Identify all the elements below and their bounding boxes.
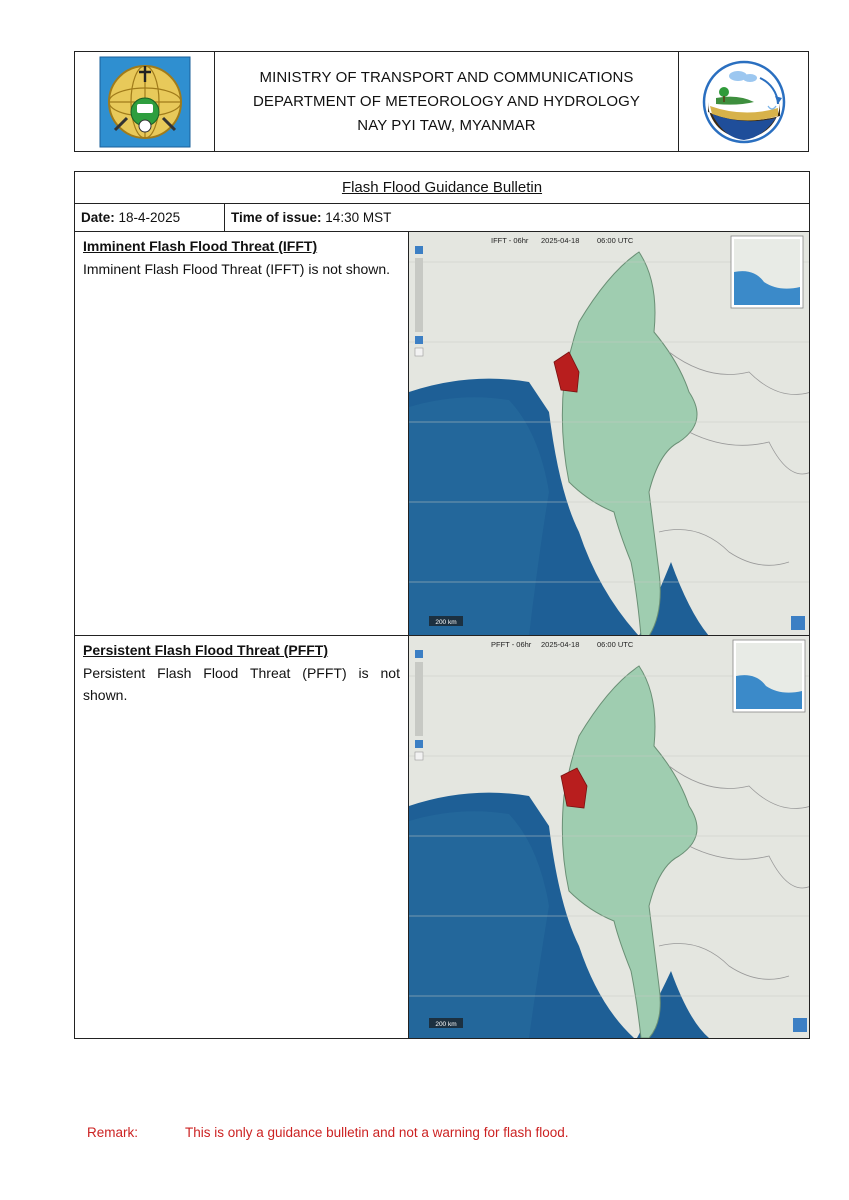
bulletin-title-row (75, 172, 809, 204)
pfft-scale-label: 200 km (435, 1021, 457, 1028)
pfft-map-date: 2025-04-18 (541, 640, 580, 649)
pfft-title: Persistent Flash Flood Threat (PFFT) (83, 642, 329, 658)
ifft-map-product: IFFT - 06hr (491, 236, 529, 245)
ifft-scale-label: 200 km (435, 619, 457, 626)
remark-text: This is only a guidance bulletin and not a warning for flash flood. (185, 1125, 569, 1140)
letterhead-title-block (215, 52, 679, 151)
issue-info-row (75, 204, 809, 232)
ifft-description: Imminent Flash Flood Threat (IFFT) is not shown. (83, 261, 391, 277)
ifft-title: Imminent Flash Flood Threat (IFFT) (83, 238, 318, 254)
bulletin-title: Flash Flood Guidance Bulletin (341, 179, 543, 196)
ifft-map-date: 2025-04-18 (541, 236, 580, 245)
ifft-map-time: 06:00 UTC (597, 236, 634, 245)
time-label: Time of issue: (231, 210, 322, 225)
ministry-logo-cell (75, 52, 215, 151)
ifft-section (75, 232, 809, 636)
location: NAY PYI TAW, MYANMAR (357, 116, 536, 134)
pfft-map-time: 06:00 UTC (597, 640, 634, 649)
ifft-map-canvas (409, 232, 809, 635)
date-value: 18-4-2025 (118, 210, 181, 225)
time-value: 14:30 MST (325, 210, 392, 225)
department-name: DEPARTMENT OF METEOROLOGY AND HYDROLOGY (252, 92, 641, 110)
pfft-text-cell (75, 636, 409, 1038)
pfft-map-canvas (409, 636, 809, 1038)
ifft-map (409, 232, 809, 635)
time-cell (225, 204, 809, 231)
hydrology-cycle-logo-icon (698, 56, 790, 148)
pfft-map (409, 636, 809, 1038)
remark (87, 1125, 568, 1140)
ministry-name: MINISTRY OF TRANSPORT AND COMMUNICATIONS (259, 68, 634, 86)
ministry-emblem-icon (99, 56, 191, 148)
pfft-description: Persistent Flash Flood Threat (PFFT) is not shown. (83, 665, 400, 703)
letterhead (74, 51, 809, 152)
ifft-text-cell (75, 232, 409, 635)
bulletin-table (74, 171, 810, 1039)
date-label: Date: (81, 210, 115, 225)
department-logo-cell (679, 52, 808, 151)
remark-label: Remark: (87, 1125, 139, 1140)
pfft-section (75, 636, 809, 1038)
pfft-map-product: PFFT - 06hr (491, 640, 532, 649)
date-cell (75, 204, 225, 231)
